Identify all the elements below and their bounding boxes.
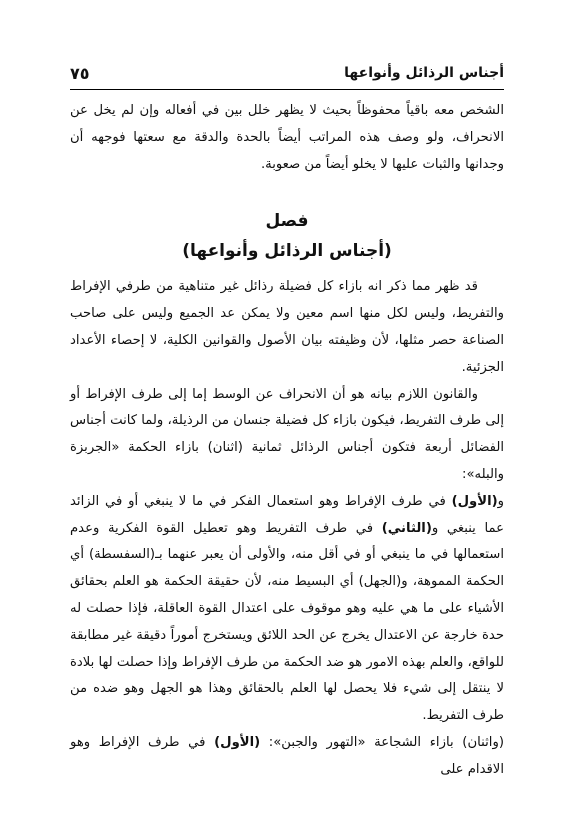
continuation-paragraph: الشخص معه باقياً محفوظاً بحيث لا يظهر خلل بين في أفعاله وإن لم يخل عن الانحراف، ولو وصف هذه المراتب أيضاً بالحدة والدقة مع سعتها فوجهه أن وجدانها والثبات عليها لا يخلو أيضاً من صعوبة.: [70, 103, 504, 172]
paragraph-3-text-b: في طرف التفريط وهو تعطيل القوة الفكرية وعدم استعمالها في ما ينبغي أو في أقل منه، والأولى أن يعبر عنهما بـ(السفسطة) أي الحكمة المموهة، و(الجهل) أي البسيط منه، لأن حقيقة الحكمة هو العلم بحقائق الأشياء على ما هي عليه وهو موقوف على اعتدال القوة العاقلة، فإذا حصلت له حدة خارجة عن الاعتدال يخرج عن الحد اللائق ويستخرج أموراً دقيقة غير مطابقة للواقع، والعلم بهذه الامور هو ضد الحكمة من طرف الإفراط وإذا حصلت لها بلادة لا ينتقل إلى شيء فلا يحصل لها العلم بالحقائق وهذا هو الجهل وهو ضده من طرف التفريط.: [70, 520, 504, 724]
paragraph-3-prefix: و: [497, 493, 504, 509]
section-title: (أجناس الرذائل وأنواعها): [182, 241, 392, 262]
section-label: فصل: [265, 211, 309, 232]
running-title: أجناس الرذائل وأنواعها: [344, 65, 504, 81]
term-courage-first: (الأول): [214, 734, 261, 750]
header-rule: [70, 89, 504, 90]
running-header: [70, 58, 504, 88]
paragraph-4-text-b: في طرف الإفراط وهو الاقدام على: [70, 734, 504, 777]
paragraph-1: قد ظهر مما ذكر انه بازاء كل فضيلة رذائل غير متناهية من طرفي الإفراط والتفريط، وليس لكل منها اسم معين ولا يمكن عد الجميع وليس على صاحب الصناعة حصر مثلها، لأن وظيفته بيان الأصول والقوانين الكلية، لا إحصاء الأعداد الجزئية.: [70, 279, 504, 375]
paragraph-3-text-a: في طرف الإفراط وهو استعمال الفكر في ما لا ينبغي أو في الزائد عما ينبغي و: [70, 493, 504, 536]
paragraph-4: [70, 730, 504, 784]
page-number: ٧٥: [70, 63, 90, 83]
page-body: [70, 98, 504, 784]
term-first: (الأول): [451, 493, 498, 509]
term-second: (الثاني): [381, 520, 432, 536]
paragraph-4-text-a: (واثنان) بازاء الشجاعة «التهور والجبن»:: [260, 734, 504, 750]
paragraph-2: والقانون اللازم بيانه هو أن الانحراف عن الوسط إما إلى طرف الإفراط أو إلى طرف التفريط، فيكون بازاء كل فضيلة جنسان من الرذيلة، ولما كانت أجناس الفضائل أربعة فتكون أجناس الرذائل ثمانية (اثنان) بازاء الحكمة «الجربزة والبله»:: [70, 386, 504, 482]
paragraph-3: [70, 489, 504, 730]
